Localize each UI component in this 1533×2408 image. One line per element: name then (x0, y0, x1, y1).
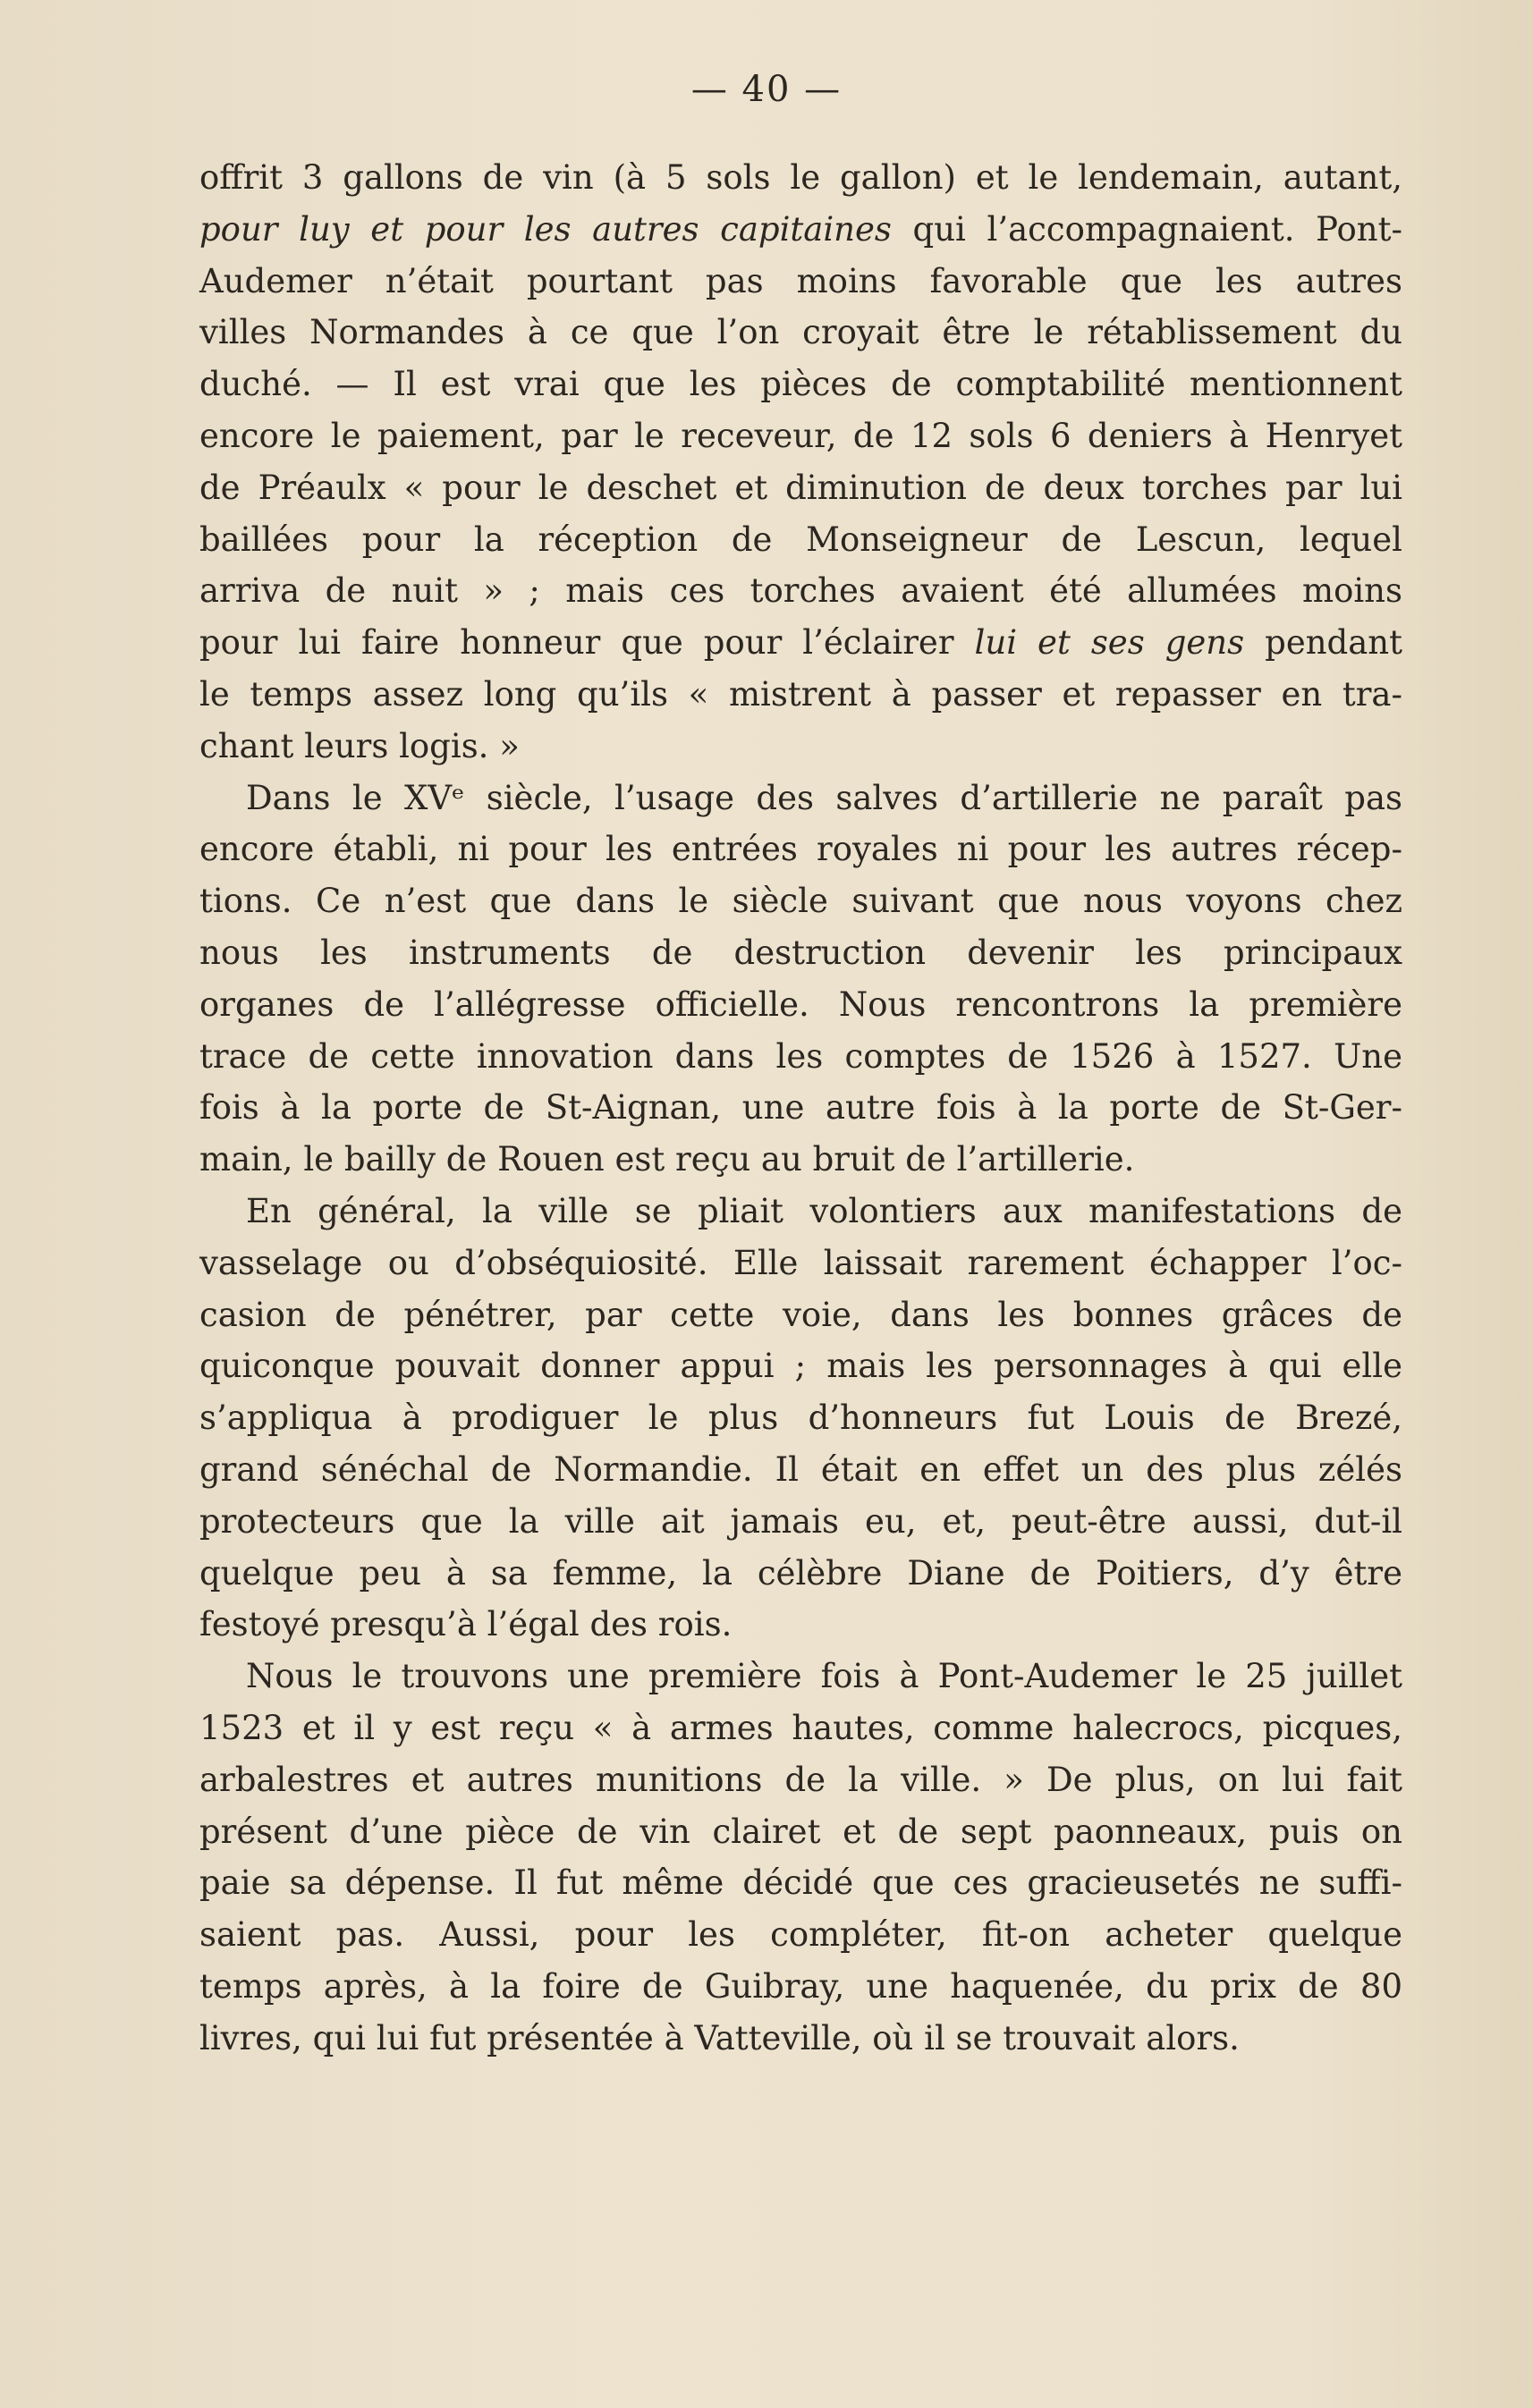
text-segment: protecteurs que la ville ait jamais eu, et, peut-être aussi, dut-il (199, 1501, 1402, 1541)
text-segment: vasselage ou d’obséquiosité. Elle laissait rarement échapper l’oc- (199, 1243, 1402, 1282)
text-segment: tions. Ce n’est que dans le siècle suivant que nous voyons chez (199, 882, 1402, 921)
text-line (199, 1961, 1402, 2013)
text-segment: trace de cette innovation dans les comptes de 1526 à 1527. Une (199, 1036, 1402, 1076)
text-line (199, 1548, 1402, 1600)
text-line (199, 875, 1402, 927)
text-line (199, 204, 1402, 256)
text-line (199, 1289, 1402, 1341)
text-segment: saient pas. Aussi, pour les compléter, fit-on acheter quelque (199, 1915, 1402, 1955)
text-segment: qui l’accompagnaient. Pont- (891, 209, 1402, 249)
text-segment: villes Normandes à ce que l’on croyait être le rétablissement du (199, 313, 1402, 352)
text-segment: offrit 3 gallons de vin (à 5 sols le gallon) et le lendemain, autant, (199, 158, 1402, 197)
text-segment: baillées pour la réception de Monseigneur de Lescun, lequel (199, 520, 1402, 559)
text-segment: arbalestres et autres munitions de la ville. » De plus, on lui fait (199, 1760, 1402, 1799)
text-line (199, 1392, 1402, 1444)
text-segment: En général, la ville se pliait volontiers aux manifestations de (246, 1191, 1402, 1230)
text-segment: festoyé presqu’à l’égal des rois. (199, 1605, 733, 1644)
text-segment: le temps assez long qu’ils « mistrent à passer et repasser en tra- (199, 674, 1402, 714)
text-line (199, 152, 1402, 204)
text-segment: encore établi, ni pour les entrées royales ni pour les autres récep- (199, 830, 1402, 869)
text-segment: encore le paiement, par le receveur, de 12 sols 6 deniers à Henryet (199, 416, 1402, 455)
text-line (199, 359, 1402, 410)
text-line (199, 1651, 1402, 1702)
text-line (199, 514, 1402, 566)
italic-text: pour luy et pour les autres capitaines (199, 209, 892, 249)
text-segment: présent d’une pièce de vin clairet et de sept paonneaux, puis on (199, 1812, 1402, 1851)
text-line (199, 307, 1402, 359)
body-text (199, 152, 1402, 2064)
text-line (199, 979, 1402, 1031)
text-line (199, 2013, 1402, 2065)
text-line (199, 1909, 1402, 1961)
text-line (199, 1496, 1402, 1548)
text-segment: s’appliqua à prodiguer le plus d’honneurs fut Louis de Brezé, (199, 1398, 1402, 1438)
text-segment: nous les instruments de destruction devenir les principaux (199, 933, 1402, 972)
text-segment: Dans le XVᵉ siècle, l’usage des salves d’artillerie ne paraît pas (246, 778, 1402, 817)
text-line (199, 669, 1402, 721)
text-segment: organes de l’allégresse officielle. Nous rencontrons la première (199, 984, 1402, 1024)
text-segment: quiconque pouvait donner appui ; mais les personnages à qui elle (199, 1347, 1402, 1386)
page-number: — 40 — (690, 69, 843, 110)
text-segment: paie sa dépense. Il fut même décidé que ces gracieusetés ne suffi- (199, 1863, 1402, 1903)
text-line (199, 617, 1402, 669)
text-line (199, 1340, 1402, 1392)
text-segment: livres, qui lui fut présentée à Vatteville, où il se trouvait alors. (199, 2018, 1240, 2057)
text-segment: quelque peu à sa femme, la célèbre Diane de Poitiers, d’y être (199, 1553, 1402, 1593)
text-line (199, 462, 1402, 514)
text-segment: casion de pénétrer, par cette voie, dans les bonnes grâces de (199, 1295, 1402, 1334)
text-line (199, 824, 1402, 875)
text-line (199, 1082, 1402, 1134)
text-line (199, 1857, 1402, 1909)
text-segment: pendant (1244, 623, 1402, 663)
text-line (199, 1444, 1402, 1496)
text-line (199, 565, 1402, 617)
text-segment: fois à la porte de St-Aignan, une autre fois à la porte de St-Ger- (199, 1088, 1402, 1128)
text-segment: Audemer n’était pourtant pas moins favorable que les autres (199, 261, 1402, 300)
text-segment: arriva de nuit » ; mais ces torches avaient été allumées moins (199, 571, 1402, 611)
text-segment: pour lui faire honneur que pour l’éclairer (199, 623, 975, 663)
text-line (199, 256, 1402, 308)
text-line (199, 1806, 1402, 1858)
text-segment: temps après, à la foire de Guibray, une haquenée, du prix de 80 (199, 1966, 1402, 2006)
text-segment: grand sénéchal de Normandie. Il était en effet un des plus zélés (199, 1449, 1402, 1489)
italic-text: lui et ses gens (974, 623, 1245, 663)
text-line (199, 1599, 1402, 1651)
text-segment: Nous le trouvons une première fois à Pont-Audemer le 25 juillet (246, 1657, 1402, 1696)
text-line (199, 1134, 1402, 1186)
text-segment: de Préaulx « pour le deschet et diminution de deux torches par lui (199, 468, 1402, 507)
text-line (199, 410, 1402, 462)
text-line (199, 1754, 1402, 1806)
text-segment: 1523 et il y est reçu « à armes hautes, comme halecrocs, picques, (199, 1708, 1402, 1747)
text-segment: chant leurs logis. » (199, 726, 520, 765)
text-line (199, 721, 1402, 773)
text-segment: duché. — Il est vrai que les pièces de comptabilité mentionnent (199, 365, 1402, 404)
text-line (199, 927, 1402, 979)
text-segment: main, le bailly de Rouen est reçu au bruit de l’artillerie. (199, 1140, 1135, 1179)
text-line (199, 1031, 1402, 1083)
text-line (199, 1238, 1402, 1289)
text-line (199, 773, 1402, 824)
text-line (199, 1702, 1402, 1754)
text-line (199, 1186, 1402, 1238)
